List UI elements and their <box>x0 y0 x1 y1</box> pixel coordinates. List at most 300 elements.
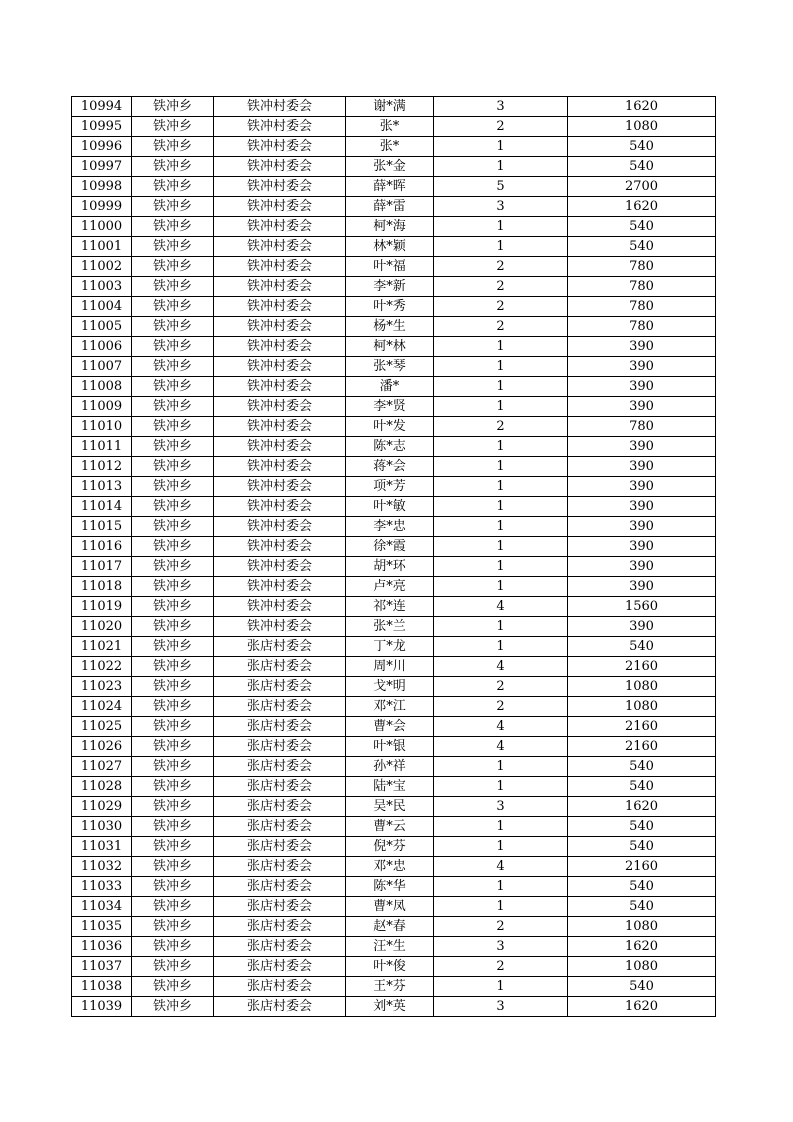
name-cell: 李*新 <box>346 277 434 297</box>
table-row <box>72 697 716 717</box>
table-row <box>72 657 716 677</box>
name-cell: 项*芳 <box>346 477 434 497</box>
village-committee-cell: 铁冲村委会 <box>214 517 346 537</box>
household-count-cell: 4 <box>434 597 568 617</box>
household-count-cell: 1 <box>434 157 568 177</box>
table-row <box>72 597 716 617</box>
serial-number-cell: 11002 <box>72 257 132 277</box>
township-cell: 铁冲乡 <box>132 957 214 977</box>
name-cell: 王*芬 <box>346 977 434 997</box>
table-row <box>72 877 716 897</box>
table-row <box>72 397 716 417</box>
township-cell: 铁冲乡 <box>132 717 214 737</box>
village-committee-cell: 铁冲村委会 <box>214 457 346 477</box>
amount-cell: 780 <box>568 317 716 337</box>
name-cell: 李*忠 <box>346 517 434 537</box>
serial-number-cell: 11026 <box>72 737 132 757</box>
township-cell: 铁冲乡 <box>132 537 214 557</box>
village-committee-cell: 铁冲村委会 <box>214 237 346 257</box>
table-row <box>72 897 716 917</box>
village-committee-cell: 张店村委会 <box>214 677 346 697</box>
table-row <box>72 237 716 257</box>
amount-cell: 2160 <box>568 657 716 677</box>
township-cell: 铁冲乡 <box>132 737 214 757</box>
village-committee-cell: 张店村委会 <box>214 957 346 977</box>
household-count-cell: 1 <box>434 617 568 637</box>
name-cell: 谢*满 <box>346 97 434 117</box>
name-cell: 叶*俊 <box>346 957 434 977</box>
township-cell: 铁冲乡 <box>132 337 214 357</box>
household-count-cell: 1 <box>434 557 568 577</box>
table-row <box>72 917 716 937</box>
name-cell: 张* <box>346 117 434 137</box>
table-body <box>72 97 716 1017</box>
name-cell: 陈*志 <box>346 437 434 457</box>
amount-cell: 1620 <box>568 197 716 217</box>
subsidy-table <box>71 96 716 1017</box>
amount-cell: 1080 <box>568 117 716 137</box>
name-cell: 潘* <box>346 377 434 397</box>
village-committee-cell: 铁冲村委会 <box>214 477 346 497</box>
household-count-cell: 1 <box>434 897 568 917</box>
household-count-cell: 5 <box>434 177 568 197</box>
table-row <box>72 137 716 157</box>
village-committee-cell: 张店村委会 <box>214 797 346 817</box>
name-cell: 邓*忠 <box>346 857 434 877</box>
table-row <box>72 377 716 397</box>
village-committee-cell: 张店村委会 <box>214 657 346 677</box>
village-committee-cell: 铁冲村委会 <box>214 117 346 137</box>
household-count-cell: 1 <box>434 377 568 397</box>
township-cell: 铁冲乡 <box>132 757 214 777</box>
township-cell: 铁冲乡 <box>132 657 214 677</box>
township-cell: 铁冲乡 <box>132 377 214 397</box>
table-row <box>72 577 716 597</box>
village-committee-cell: 铁冲村委会 <box>214 337 346 357</box>
name-cell: 戈*明 <box>346 677 434 697</box>
amount-cell: 540 <box>568 637 716 657</box>
household-count-cell: 3 <box>434 197 568 217</box>
serial-number-cell: 11013 <box>72 477 132 497</box>
township-cell: 铁冲乡 <box>132 257 214 277</box>
amount-cell: 1620 <box>568 937 716 957</box>
amount-cell: 2160 <box>568 717 716 737</box>
name-cell: 曹*会 <box>346 717 434 737</box>
table-row <box>72 217 716 237</box>
village-committee-cell: 铁冲村委会 <box>214 437 346 457</box>
table-row <box>72 317 716 337</box>
serial-number-cell: 11016 <box>72 537 132 557</box>
serial-number-cell: 11036 <box>72 937 132 957</box>
village-committee-cell: 铁冲村委会 <box>214 597 346 617</box>
table-row <box>72 197 716 217</box>
amount-cell: 390 <box>568 457 716 477</box>
household-count-cell: 1 <box>434 877 568 897</box>
serial-number-cell: 11006 <box>72 337 132 357</box>
village-committee-cell: 铁冲村委会 <box>214 137 346 157</box>
table-row <box>72 477 716 497</box>
amount-cell: 390 <box>568 397 716 417</box>
township-cell: 铁冲乡 <box>132 797 214 817</box>
village-committee-cell: 铁冲村委会 <box>214 497 346 517</box>
table-row <box>72 117 716 137</box>
table-row <box>72 277 716 297</box>
name-cell: 陆*宝 <box>346 777 434 797</box>
village-committee-cell: 张店村委会 <box>214 897 346 917</box>
village-committee-cell: 铁冲村委会 <box>214 177 346 197</box>
table-row <box>72 957 716 977</box>
name-cell: 倪*芬 <box>346 837 434 857</box>
serial-number-cell: 10996 <box>72 137 132 157</box>
name-cell: 张* <box>346 137 434 157</box>
household-count-cell: 4 <box>434 657 568 677</box>
village-committee-cell: 张店村委会 <box>214 837 346 857</box>
serial-number-cell: 11004 <box>72 297 132 317</box>
household-count-cell: 2 <box>434 277 568 297</box>
amount-cell: 1560 <box>568 597 716 617</box>
household-count-cell: 2 <box>434 417 568 437</box>
serial-number-cell: 11011 <box>72 437 132 457</box>
serial-number-cell: 11000 <box>72 217 132 237</box>
village-committee-cell: 张店村委会 <box>214 757 346 777</box>
name-cell: 叶*发 <box>346 417 434 437</box>
table-row <box>72 637 716 657</box>
village-committee-cell: 铁冲村委会 <box>214 97 346 117</box>
table-row <box>72 417 716 437</box>
household-count-cell: 2 <box>434 917 568 937</box>
village-committee-cell: 铁冲村委会 <box>214 537 346 557</box>
township-cell: 铁冲乡 <box>132 297 214 317</box>
household-count-cell: 1 <box>434 517 568 537</box>
name-cell: 胡*环 <box>346 557 434 577</box>
serial-number-cell: 11018 <box>72 577 132 597</box>
village-committee-cell: 铁冲村委会 <box>214 277 346 297</box>
table-row <box>72 357 716 377</box>
amount-cell: 540 <box>568 137 716 157</box>
serial-number-cell: 11038 <box>72 977 132 997</box>
household-count-cell: 1 <box>434 397 568 417</box>
table-row <box>72 517 716 537</box>
serial-number-cell: 11028 <box>72 777 132 797</box>
village-committee-cell: 张店村委会 <box>214 637 346 657</box>
serial-number-cell: 11001 <box>72 237 132 257</box>
township-cell: 铁冲乡 <box>132 857 214 877</box>
serial-number-cell: 11022 <box>72 657 132 677</box>
amount-cell: 390 <box>568 437 716 457</box>
serial-number-cell: 10994 <box>72 97 132 117</box>
table-row <box>72 457 716 477</box>
village-committee-cell: 张店村委会 <box>214 877 346 897</box>
table-row <box>72 837 716 857</box>
household-count-cell: 4 <box>434 717 568 737</box>
household-count-cell: 1 <box>434 457 568 477</box>
serial-number-cell: 11037 <box>72 957 132 977</box>
amount-cell: 1080 <box>568 677 716 697</box>
name-cell: 吴*民 <box>346 797 434 817</box>
name-cell: 邓*江 <box>346 697 434 717</box>
household-count-cell: 3 <box>434 997 568 1017</box>
table-row <box>72 177 716 197</box>
township-cell: 铁冲乡 <box>132 137 214 157</box>
amount-cell: 2700 <box>568 177 716 197</box>
name-cell: 蒋*会 <box>346 457 434 477</box>
serial-number-cell: 11012 <box>72 457 132 477</box>
township-cell: 铁冲乡 <box>132 937 214 957</box>
name-cell: 李*贤 <box>346 397 434 417</box>
name-cell: 刘*英 <box>346 997 434 1017</box>
village-committee-cell: 张店村委会 <box>214 857 346 877</box>
amount-cell: 2160 <box>568 737 716 757</box>
name-cell: 卢*亮 <box>346 577 434 597</box>
name-cell: 汪*生 <box>346 937 434 957</box>
name-cell: 徐*霞 <box>346 537 434 557</box>
household-count-cell: 1 <box>434 237 568 257</box>
table-row <box>72 437 716 457</box>
township-cell: 铁冲乡 <box>132 417 214 437</box>
village-committee-cell: 张店村委会 <box>214 997 346 1017</box>
name-cell: 陈*华 <box>346 877 434 897</box>
name-cell: 曹*云 <box>346 817 434 837</box>
village-committee-cell: 铁冲村委会 <box>214 357 346 377</box>
name-cell: 孙*祥 <box>346 757 434 777</box>
township-cell: 铁冲乡 <box>132 977 214 997</box>
amount-cell: 390 <box>568 337 716 357</box>
name-cell: 赵*春 <box>346 917 434 937</box>
name-cell: 叶*敏 <box>346 497 434 517</box>
table-row <box>72 677 716 697</box>
amount-cell: 1620 <box>568 797 716 817</box>
name-cell: 林*颖 <box>346 237 434 257</box>
serial-number-cell: 11031 <box>72 837 132 857</box>
name-cell: 柯*林 <box>346 337 434 357</box>
name-cell: 薛*晖 <box>346 177 434 197</box>
household-count-cell: 1 <box>434 777 568 797</box>
township-cell: 铁冲乡 <box>132 277 214 297</box>
serial-number-cell: 11034 <box>72 897 132 917</box>
village-committee-cell: 铁冲村委会 <box>214 197 346 217</box>
amount-cell: 540 <box>568 817 716 837</box>
amount-cell: 390 <box>568 537 716 557</box>
township-cell: 铁冲乡 <box>132 197 214 217</box>
serial-number-cell: 10999 <box>72 197 132 217</box>
amount-cell: 540 <box>568 757 716 777</box>
township-cell: 铁冲乡 <box>132 217 214 237</box>
table-row <box>72 557 716 577</box>
serial-number-cell: 11010 <box>72 417 132 437</box>
village-committee-cell: 铁冲村委会 <box>214 257 346 277</box>
household-count-cell: 2 <box>434 117 568 137</box>
name-cell: 薛*雷 <box>346 197 434 217</box>
household-count-cell: 2 <box>434 957 568 977</box>
amount-cell: 780 <box>568 257 716 277</box>
serial-number-cell: 11005 <box>72 317 132 337</box>
table-row <box>72 817 716 837</box>
household-count-cell: 3 <box>434 937 568 957</box>
township-cell: 铁冲乡 <box>132 97 214 117</box>
household-count-cell: 2 <box>434 257 568 277</box>
serial-number-cell: 11039 <box>72 997 132 1017</box>
township-cell: 铁冲乡 <box>132 397 214 417</box>
table-row <box>72 937 716 957</box>
name-cell: 叶*秀 <box>346 297 434 317</box>
township-cell: 铁冲乡 <box>132 477 214 497</box>
village-committee-cell: 张店村委会 <box>214 697 346 717</box>
township-cell: 铁冲乡 <box>132 877 214 897</box>
serial-number-cell: 11021 <box>72 637 132 657</box>
table-row <box>72 157 716 177</box>
serial-number-cell: 11029 <box>72 797 132 817</box>
amount-cell: 540 <box>568 897 716 917</box>
village-committee-cell: 铁冲村委会 <box>214 317 346 337</box>
village-committee-cell: 铁冲村委会 <box>214 577 346 597</box>
village-committee-cell: 铁冲村委会 <box>214 557 346 577</box>
table-row <box>72 997 716 1017</box>
township-cell: 铁冲乡 <box>132 617 214 637</box>
household-count-cell: 1 <box>434 437 568 457</box>
amount-cell: 1080 <box>568 917 716 937</box>
household-count-cell: 1 <box>434 477 568 497</box>
serial-number-cell: 11025 <box>72 717 132 737</box>
serial-number-cell: 10997 <box>72 157 132 177</box>
township-cell: 铁冲乡 <box>132 317 214 337</box>
amount-cell: 780 <box>568 297 716 317</box>
village-committee-cell: 铁冲村委会 <box>214 217 346 237</box>
village-committee-cell: 铁冲村委会 <box>214 397 346 417</box>
village-committee-cell: 铁冲村委会 <box>214 157 346 177</box>
amount-cell: 1620 <box>568 997 716 1017</box>
household-count-cell: 1 <box>434 537 568 557</box>
name-cell: 张*兰 <box>346 617 434 637</box>
household-count-cell: 3 <box>434 797 568 817</box>
table-row <box>72 257 716 277</box>
household-count-cell: 1 <box>434 337 568 357</box>
household-count-cell: 4 <box>434 857 568 877</box>
township-cell: 铁冲乡 <box>132 357 214 377</box>
household-count-cell: 3 <box>434 97 568 117</box>
table-row <box>72 977 716 997</box>
township-cell: 铁冲乡 <box>132 557 214 577</box>
township-cell: 铁冲乡 <box>132 457 214 477</box>
amount-cell: 1080 <box>568 697 716 717</box>
amount-cell: 540 <box>568 977 716 997</box>
township-cell: 铁冲乡 <box>132 177 214 197</box>
amount-cell: 390 <box>568 497 716 517</box>
township-cell: 铁冲乡 <box>132 997 214 1017</box>
serial-number-cell: 11024 <box>72 697 132 717</box>
township-cell: 铁冲乡 <box>132 497 214 517</box>
village-committee-cell: 铁冲村委会 <box>214 617 346 637</box>
township-cell: 铁冲乡 <box>132 117 214 137</box>
name-cell: 曹*凤 <box>346 897 434 917</box>
serial-number-cell: 11027 <box>72 757 132 777</box>
household-count-cell: 1 <box>434 137 568 157</box>
amount-cell: 1620 <box>568 97 716 117</box>
name-cell: 杨*生 <box>346 317 434 337</box>
amount-cell: 540 <box>568 837 716 857</box>
amount-cell: 2160 <box>568 857 716 877</box>
village-committee-cell: 张店村委会 <box>214 937 346 957</box>
amount-cell: 1080 <box>568 957 716 977</box>
serial-number-cell: 11015 <box>72 517 132 537</box>
serial-number-cell: 11035 <box>72 917 132 937</box>
serial-number-cell: 11023 <box>72 677 132 697</box>
table-row <box>72 297 716 317</box>
serial-number-cell: 11009 <box>72 397 132 417</box>
serial-number-cell: 11003 <box>72 277 132 297</box>
household-count-cell: 4 <box>434 737 568 757</box>
amount-cell: 540 <box>568 157 716 177</box>
township-cell: 铁冲乡 <box>132 597 214 617</box>
table-row <box>72 777 716 797</box>
name-cell: 祁*连 <box>346 597 434 617</box>
township-cell: 铁冲乡 <box>132 837 214 857</box>
household-count-cell: 1 <box>434 497 568 517</box>
table-row <box>72 757 716 777</box>
household-count-cell: 1 <box>434 637 568 657</box>
serial-number-cell: 11008 <box>72 377 132 397</box>
amount-cell: 390 <box>568 557 716 577</box>
amount-cell: 390 <box>568 617 716 637</box>
amount-cell: 390 <box>568 357 716 377</box>
township-cell: 铁冲乡 <box>132 777 214 797</box>
village-committee-cell: 铁冲村委会 <box>214 377 346 397</box>
township-cell: 铁冲乡 <box>132 237 214 257</box>
table-row <box>72 537 716 557</box>
table-row <box>72 857 716 877</box>
serial-number-cell: 11007 <box>72 357 132 377</box>
village-committee-cell: 张店村委会 <box>214 917 346 937</box>
serial-number-cell: 10998 <box>72 177 132 197</box>
village-committee-cell: 铁冲村委会 <box>214 417 346 437</box>
village-committee-cell: 张店村委会 <box>214 737 346 757</box>
amount-cell: 390 <box>568 577 716 597</box>
table-row <box>72 97 716 117</box>
household-count-cell: 1 <box>434 837 568 857</box>
serial-number-cell: 11033 <box>72 877 132 897</box>
serial-number-cell: 11014 <box>72 497 132 517</box>
serial-number-cell: 11019 <box>72 597 132 617</box>
township-cell: 铁冲乡 <box>132 157 214 177</box>
amount-cell: 390 <box>568 517 716 537</box>
amount-cell: 780 <box>568 417 716 437</box>
household-count-cell: 2 <box>434 697 568 717</box>
name-cell: 柯*海 <box>346 217 434 237</box>
name-cell: 张*金 <box>346 157 434 177</box>
household-count-cell: 1 <box>434 577 568 597</box>
household-count-cell: 1 <box>434 357 568 377</box>
table-row <box>72 337 716 357</box>
serial-number-cell: 11032 <box>72 857 132 877</box>
township-cell: 铁冲乡 <box>132 577 214 597</box>
amount-cell: 540 <box>568 237 716 257</box>
household-count-cell: 1 <box>434 977 568 997</box>
township-cell: 铁冲乡 <box>132 677 214 697</box>
table-row <box>72 737 716 757</box>
township-cell: 铁冲乡 <box>132 637 214 657</box>
serial-number-cell: 11030 <box>72 817 132 837</box>
name-cell: 张*琴 <box>346 357 434 377</box>
household-count-cell: 2 <box>434 297 568 317</box>
serial-number-cell: 11017 <box>72 557 132 577</box>
township-cell: 铁冲乡 <box>132 517 214 537</box>
amount-cell: 540 <box>568 877 716 897</box>
amount-cell: 390 <box>568 477 716 497</box>
name-cell: 周*川 <box>346 657 434 677</box>
village-committee-cell: 张店村委会 <box>214 717 346 737</box>
name-cell: 叶*福 <box>346 257 434 277</box>
table-row <box>72 717 716 737</box>
township-cell: 铁冲乡 <box>132 817 214 837</box>
